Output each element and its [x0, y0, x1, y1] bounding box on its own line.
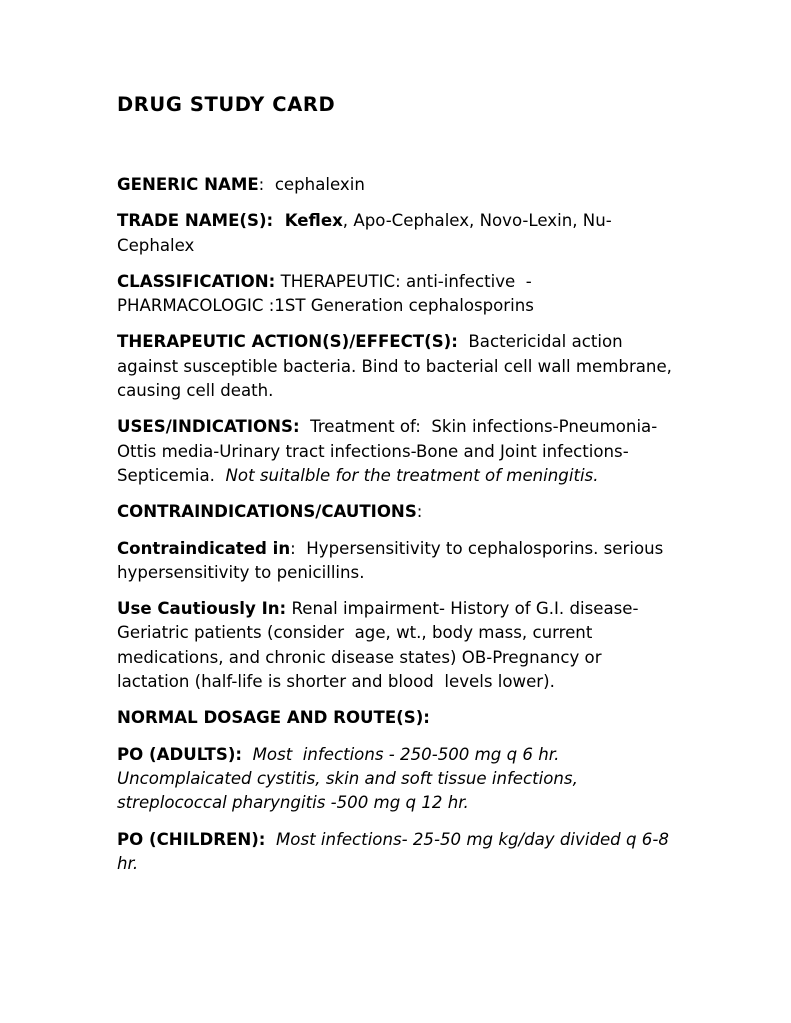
uses-label: USES/INDICATIONS: — [117, 417, 300, 437]
po-adults-section — [117, 743, 677, 816]
dosage-label: NORMAL DOSAGE AND ROUTE(S): — [117, 708, 430, 728]
contraindications-cautions-separator: : — [416, 502, 423, 522]
use-cautiously-label: Use Cautiously In: — [117, 599, 287, 619]
trade-name-primary: Keflex — [284, 211, 343, 231]
contraindications-cautions-heading — [117, 500, 677, 524]
contraindicated-section — [117, 537, 677, 586]
use-cautiously-value: Renal impairment- History of G.I. disease- Geriatric patients (consider age, wt., body mass, current medications, and chronic disease states) OB-Pregnancy or lactation (half-life is shorter and blood levels lower). — [117, 599, 644, 692]
use-cautiously-section — [117, 597, 677, 694]
uses-note: Not suitalble for the treatment of meningitis. — [225, 465, 599, 485]
classification-section — [117, 270, 677, 319]
generic-name-label: GENERIC NAME — [117, 175, 259, 194]
po-children-value: Most infections- 25-50 mg kg/day divided q 6-8 hr. — [117, 829, 675, 873]
generic-name-section — [117, 173, 677, 197]
trade-names-value: , Apo-Cephalex, Novo-Lexin, Nu-Cephalex — [117, 211, 612, 255]
po-children-label: PO (CHILDREN): — [117, 829, 266, 849]
contraindicated-label: Contraindicated in — [117, 538, 291, 558]
contraindications-cautions-label: CONTRAINDICATIONS/CAUTIONS — [117, 502, 417, 522]
dosage-heading — [117, 706, 677, 730]
therapeutic-action-value: Bactericidal action against susceptible bacteria. Bind to bacterial cell wall membrane, causing cell death. — [117, 332, 678, 401]
po-adults-value: Most infections - 250-500 mg q 6 hr. Uncomplaicated cystitis, skin and soft tissue infections, streplococcal pharyngitis -500 mg q 12 hr. — [117, 744, 584, 813]
classification-value: THERAPEUTIC: anti-infective - PHARMACOLOGIC :1ST Generation cephalosporins — [117, 271, 538, 316]
po-adults-label: PO (ADULTS): — [117, 744, 243, 764]
po-children-section — [117, 828, 677, 877]
generic-name-value: cephalexin — [274, 175, 365, 194]
classification-label: CLASSIFICATION: — [117, 271, 276, 291]
trade-names-label: TRADE NAME(S): — [117, 211, 285, 231]
therapeutic-action-section — [117, 330, 677, 403]
card-title: DRUG STUDY CARD — [117, 93, 336, 116]
uses-section — [117, 415, 677, 488]
contraindicated-value: : Hypersensitivity to cephalosporins. serious hypersensitivity to penicillins. — [117, 538, 669, 582]
drug-study-card — [117, 92, 677, 876]
generic-name-separator: : — [258, 175, 275, 194]
therapeutic-action-label: THERAPEUTIC ACTION(S)/EFFECT(S): — [117, 332, 458, 352]
trade-names-section — [117, 209, 677, 258]
uses-value: Treatment of: Skin infections-Pneumonia-Ottis media-Urinary tract infections-Bone and Joint infections-Septicemia. — [117, 417, 658, 485]
